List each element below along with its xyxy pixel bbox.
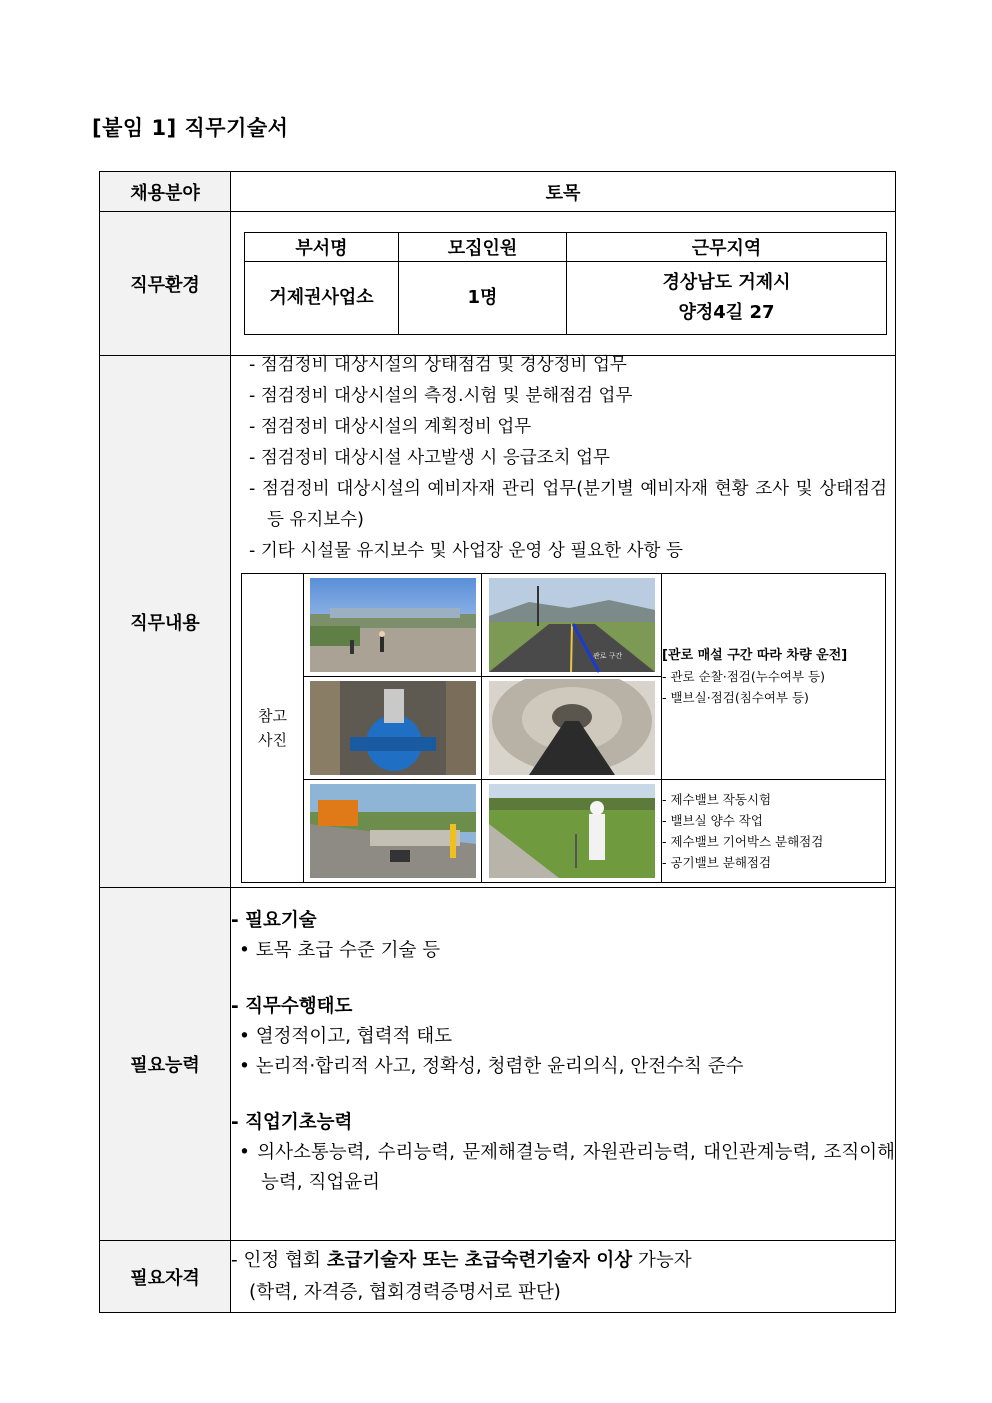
abilities-label: 필요능력	[100, 888, 231, 1241]
section-work-attitude: - 직무수행태도	[231, 996, 353, 1017]
department-value: 거제권사업소	[245, 262, 399, 335]
skill-item: • 토목 초급 수준 기술 등	[239, 940, 441, 961]
duties-list	[231, 350, 895, 567]
qualification-suffix: 가능자	[632, 1249, 692, 1271]
photo-pipe-tunnel	[489, 679, 655, 777]
photo-label-1: 참고	[258, 707, 287, 725]
duty-item: - 점검정비 대상시설 사고발생 시 응급조치 업무	[249, 448, 610, 468]
duty-item: - 점검정비 대상시설의 상태점검 및 경상정비 업무	[249, 355, 627, 375]
caption-patrol-head: [관로 매설 구간 따라 차량 운전]	[662, 648, 848, 663]
photo-valve-chamber-pumping	[310, 782, 476, 880]
section-required-skills: - 필요기술	[231, 910, 317, 931]
qualification-line-2: (학력, 자격증, 협회경력증명서로 판단)	[249, 1281, 561, 1303]
header-location: 근무지역	[567, 233, 887, 262]
duty-item: - 점검정비 대상시설의 예비자재 관리 업무(분기별 예비자재 현황 조사 및 상태점검 등 유지보수)	[249, 479, 887, 530]
duties-label: 직무내용	[100, 356, 231, 888]
photo-gearbox-inspection	[489, 782, 655, 880]
abilities-cell	[231, 888, 896, 1241]
qualification-bold: 초급기술자 또는 초급숙련기술자 이상	[326, 1249, 633, 1271]
photo-road-pipeline-route	[489, 576, 655, 674]
section-basic-competencies: - 직업기초능력	[231, 1112, 353, 1133]
caption-patrol	[662, 574, 886, 780]
photo-roadside-work	[304, 780, 482, 883]
photo-tunnel	[482, 677, 662, 780]
caption-item: - 밸브실·점검(침수여부 등)	[662, 690, 809, 705]
attitude-item: • 논리적·합리적 사고, 정확성, 청렴한 윤리의식, 안전수칙 준수	[239, 1056, 744, 1077]
duty-item: - 점검정비 대상시설의 계획정비 업무	[249, 417, 532, 437]
location-value	[567, 262, 887, 335]
location-line-1: 경상남도 거제시	[662, 272, 791, 293]
duty-item: - 점검정비 대상시설의 측정.시험 및 분해점검 업무	[249, 386, 633, 406]
header-headcount: 모집인원	[399, 233, 567, 262]
qualification-cell	[231, 1241, 896, 1313]
attitude-item: • 열정적이고, 협력적 태도	[239, 1026, 453, 1047]
field-value: 토목	[231, 172, 896, 212]
headcount-value: 1명	[399, 262, 567, 335]
job-description-table	[99, 171, 896, 1313]
document-title: [붙임 1] 직무기술서	[92, 116, 289, 140]
duty-item: - 기타 시설물 유지보수 및 사업장 운영 상 필요한 사항 등	[249, 541, 683, 561]
photo-blue-valve	[310, 679, 476, 777]
photo-label-cell	[242, 574, 304, 883]
caption-item: - 밸브실 양수 작업	[662, 813, 763, 828]
field-label: 채용분야	[100, 172, 231, 212]
photo-road	[482, 574, 662, 677]
photo-workers-outdoor	[310, 576, 476, 674]
competency-item: • 의사소통능력, 수리능력, 문제해결능력, 자원관리능력, 대인관계능력, 조직이해능력, 직업윤리	[239, 1142, 895, 1193]
qualification-prefix: - 인정 협회	[231, 1249, 327, 1271]
photo-field-work	[482, 780, 662, 883]
photo-overlay-text: 관로 구간	[592, 652, 622, 660]
reference-photo-table	[241, 573, 886, 883]
caption-item: - 제수밸브 기어박스 분해점검	[662, 834, 824, 849]
header-department: 부서명	[245, 233, 399, 262]
photo-site-inspection	[304, 574, 482, 677]
caption-item: - 제수밸브 작동시험	[662, 792, 772, 807]
qualification-label: 필요자격	[100, 1241, 231, 1313]
caption-item: - 공기밸브 분해점검	[662, 855, 772, 870]
photo-valve	[304, 677, 482, 780]
environment-table	[244, 232, 887, 335]
caption-item: - 관로 순찰·점검(누수여부 등)	[662, 669, 825, 684]
photo-label-2: 사진	[258, 731, 287, 749]
duties-cell	[231, 356, 896, 888]
location-line-2: 양정4길 27	[678, 302, 775, 323]
caption-valve-work	[662, 780, 886, 883]
environment-label: 직무환경	[100, 212, 231, 356]
qualification-line-1	[231, 1245, 895, 1277]
environment-cell	[231, 212, 896, 356]
